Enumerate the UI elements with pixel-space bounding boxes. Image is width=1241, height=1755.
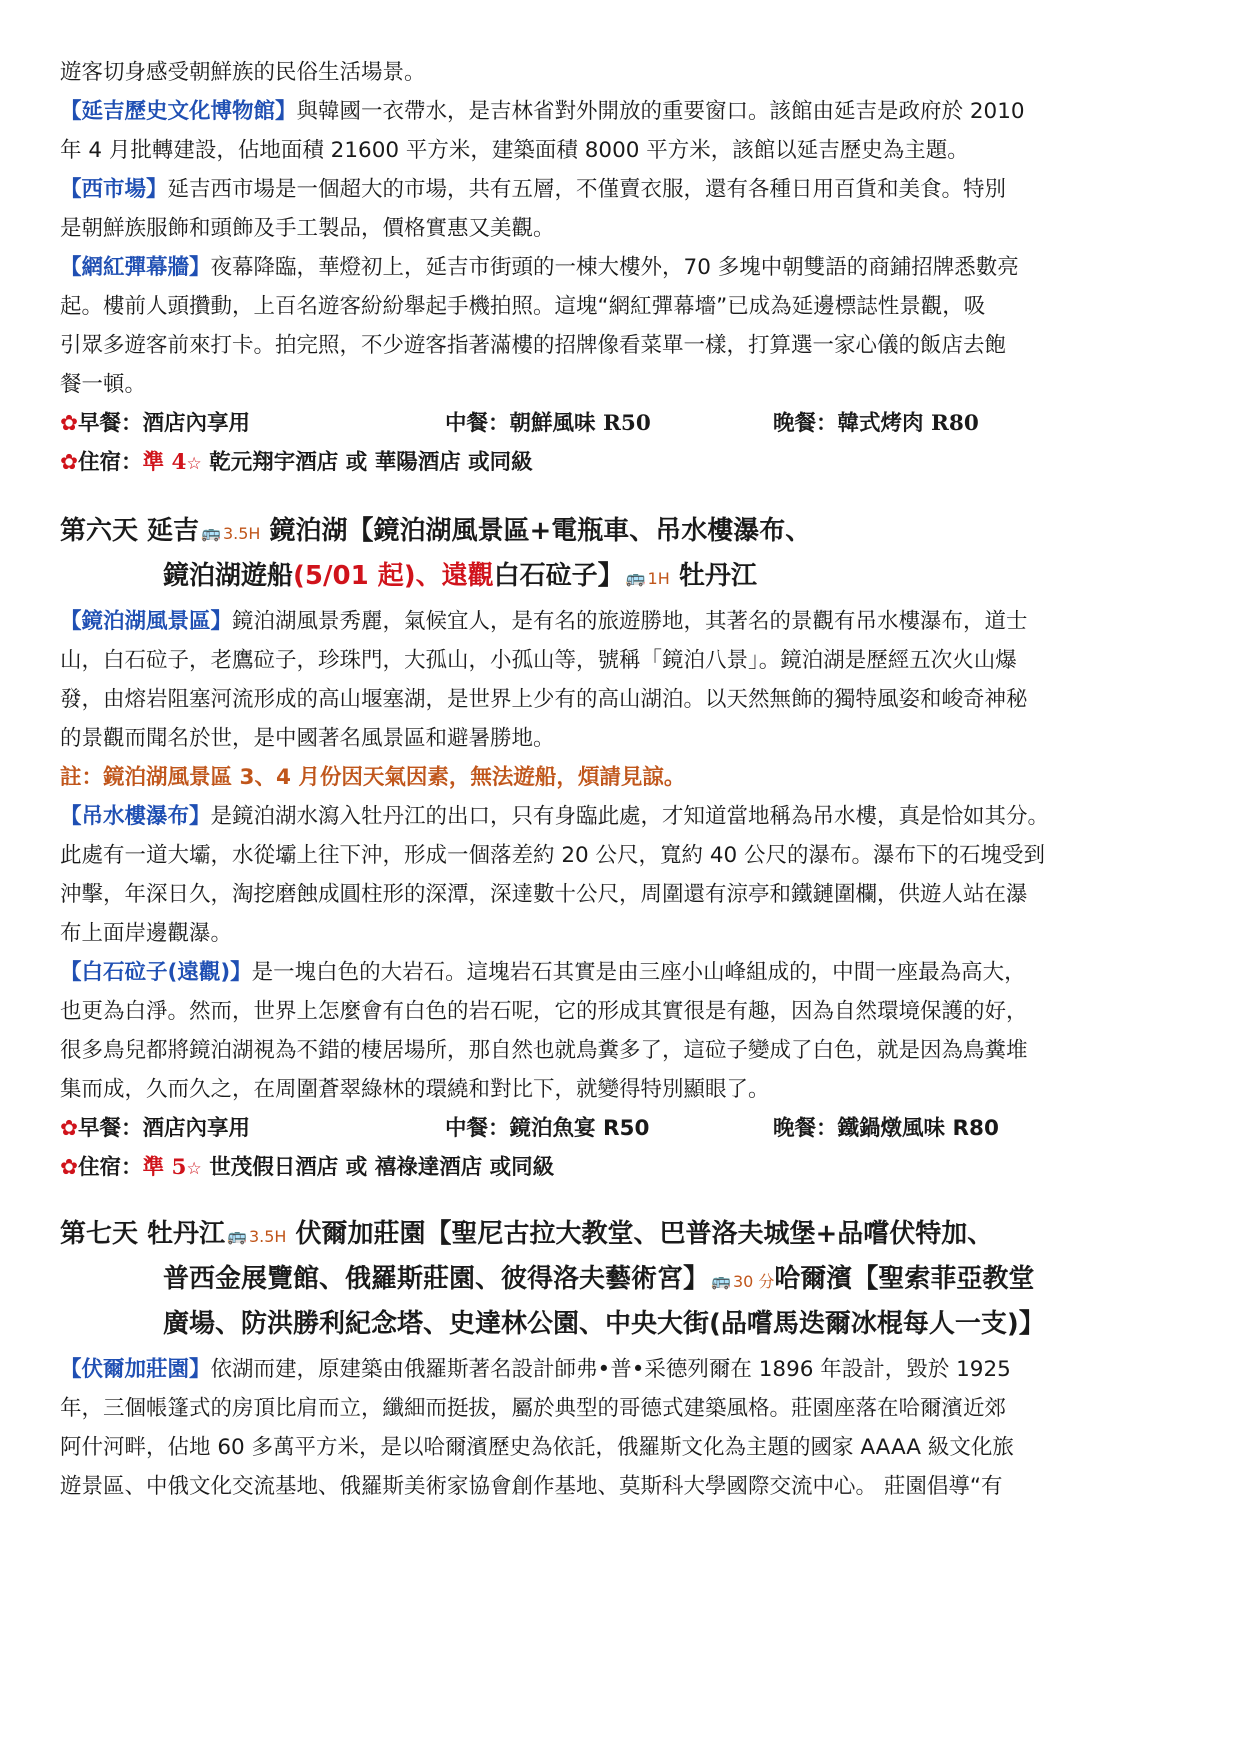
breakfast: 早餐：酒店內享用 [78, 411, 251, 436]
hotel-grade: 準 4 [142, 450, 187, 475]
paragraph-west-market-line2: 是朝鮮族服飾和頭飾及手工製品，價格實惠又美觀。 [60, 216, 555, 241]
paragraph-wall-line3: 引眾多遊客前來打卡。拍完照，不少遊客指著滿樓的招牌像看菜單一樣，打算選一家心儀的飯店去飽 [60, 333, 1007, 358]
star-icon: ☆ [186, 454, 202, 474]
day6-heading: 第六天 延吉 🚌 3.5H 鏡泊湖【鏡泊湖風景區+電瓶車、吊水樓瀑布、 [60, 513, 811, 552]
paragraph-yanji-museum-line2: 年 4 月批轉建設，佔地面積 21600 平方米，建築面積 8000 平方米，該館以延吉歷史為主題。 [60, 138, 969, 163]
keyword-west-market: 【西市場】 [60, 177, 168, 202]
breakfast: 早餐：酒店內享用 [78, 1116, 251, 1141]
lunch: 中餐：鏡泊魚宴 R50 [445, 1116, 650, 1141]
day5-meals [60, 409, 1190, 439]
bus-icon: 🚌 [711, 1271, 731, 1290]
paragraph-west-market: 【西市場】延吉西市場是一個超大的市場，共有五層，不僅賣衣服，還有各種日用百貨和美食。特別 [60, 177, 1007, 202]
dinner: 晚餐：鐵鍋燉風味 R80 [773, 1116, 999, 1141]
day6-hotel: ✿住宿：準 5☆ 世茂假日酒店 或 禧祿達酒店 或同級 [60, 1155, 555, 1180]
day7-heading-line3: 廣場、防洪勝利紀念塔、史達林公園、中央大街(品嚐馬迭爾冰棍每人一支)】 [163, 1309, 1045, 1339]
paragraph-baishi-line3: 很多鳥兒都將鏡泊湖視為不錯的棲居場所，那自然也就鳥糞多了，這砬子變成了白色，就是因為鳥糞堆 [60, 1038, 1028, 1063]
paragraph-volga-line3: 阿什河畔，佔地 60 多萬平方米，是以哈爾濱歷史為依託，俄羅斯文化為主題的國家 AAAA 級文化旅 [60, 1435, 1014, 1460]
paragraph-waterfall: 【吊水樓瀑布】是鏡泊湖水瀉入牡丹江的出口，只有身臨此處，才知道當地稱為吊水樓，真是恰如其分。 [60, 804, 1050, 829]
jingpo-note: 註：鏡泊湖風景區 3、4 月份因天氣因素，無法遊船，煩請見諒。 [60, 765, 686, 790]
day6-meals [60, 1114, 1190, 1144]
dinner: 晚餐：韓式烤肉 R80 [773, 411, 979, 436]
paragraph-waterfall-line4: 布上面岸邊觀瀑。 [60, 921, 233, 946]
keyword-wall: 【網紅彈幕牆】 [60, 255, 211, 280]
hotel-grade: 準 5 [142, 1155, 187, 1180]
paragraph-jingpo-line2: 山，白石砬子，老鷹砬子，珍珠門，大孤山，小孤山等，號稱「鏡泊八景」。鏡泊湖是歷經五次火山爆 [60, 648, 1017, 673]
lunch: 中餐：朝鮮風味 R50 [445, 411, 651, 436]
paragraph-baishi-line2: 也更為白淨。然而，世界上怎麼會有白色的岩石呢，它的形成其實很是有趣，因為自然環境保護的好， [60, 999, 1028, 1024]
keyword-waterfall: 【吊水樓瀑布】 [60, 804, 211, 829]
paragraph-wall: 【網紅彈幕牆】夜幕降臨，華燈初上，延吉市街頭的一棟大樓外，70 多塊中朝雙語的商鋪招牌悉數亮 [60, 255, 1019, 280]
paragraph-baishi-line4: 集而成，久而久之，在周圍蒼翠綠林的環繞和對比下，就變得特別顯眼了。 [60, 1077, 770, 1102]
day7-heading: 第七天 牡丹江 🚌 3.5H 伏爾加莊園【聖尼古拉大教堂、巴普洛夫城堡+品嚐伏特加、 [60, 1216, 993, 1255]
bus-icon: 🚌 [227, 1226, 247, 1245]
star-icon: ☆ [186, 1159, 202, 1179]
paragraph-volga: 【伏爾加莊園】依湖而建，原建築由俄羅斯著名設計師弗•普•采德列爾在 1896 年設計，毀於 1925 [60, 1357, 1011, 1382]
paragraph-volga-line4: 遊景區、中俄文化交流基地、俄羅斯美術家協會創作基地、莫斯科大學國際交流中心。 莊園倡導“有 [60, 1474, 1003, 1499]
flower-bullet-icon: ✿ [60, 1155, 79, 1180]
paragraph-waterfall-line2: 此處有一道大壩，水從壩上往下沖，形成一個落差約 20 公尺，寬約 40 公尺的瀑布。瀑布下的石塊受到 [60, 843, 1046, 868]
paragraph-volga-line2: 年，三個帳篷式的房頂比肩而立，纖細而挺拔，屬於典型的哥德式建築風格。莊園座落在哈爾濱近郊 [60, 1396, 1007, 1421]
day7-heading-line2: 普西金展覽館、俄羅斯莊園、彼得洛夫藝術宮】 🚌 30 分哈爾濱【聖索菲亞教堂 [163, 1261, 1034, 1300]
keyword-baishi: 【白石砬子(遠觀)】 [60, 960, 252, 985]
flower-bullet-icon: ✿ [60, 1116, 79, 1141]
paragraph-yanji-museum: 【延吉歷史文化博物館】與韓國一衣帶水，是吉林省對外開放的重要窗口。該館由延吉是政府於 2010 [60, 99, 1025, 124]
keyword-volga: 【伏爾加莊園】 [60, 1357, 211, 1382]
paragraph-jingpo-line3: 發，由熔岩阻塞河流形成的高山堰塞湖，是世界上少有的高山湖泊。以天然無飾的獨特風姿和峻奇神秘 [60, 687, 1028, 712]
day6-heading-line2: 鏡泊湖遊船(5/01 起)、遠觀白石砬子】 🚌 1H 牡丹江 [163, 558, 757, 597]
paragraph-wall-line2: 起。樓前人頭攢動，上百名遊客紛紛舉起手機拍照。這塊“網紅彈幕墻”已成為延邊標誌性景觀，吸 [60, 294, 986, 319]
flower-bullet-icon: ✿ [60, 450, 79, 475]
paragraph-wall-line4: 餐一頓。 [60, 372, 147, 397]
paragraph-intro-end: 遊客切身感受朝鮮族的民俗生活場景。 [60, 60, 426, 85]
keyword-jingpo: 【鏡泊湖風景區】 [60, 609, 233, 634]
flower-bullet-icon: ✿ [60, 411, 79, 436]
paragraph-jingpo-line4: 的景觀而聞名於世，是中國著名風景區和避暑勝地。 [60, 726, 555, 751]
paragraph-baishi: 【白石砬子(遠觀)】是一塊白色的大岩石。這塊岩石其實是由三座小山峰組成的，中間一座最為高大， [60, 960, 1026, 985]
paragraph-waterfall-line3: 沖擊，年深日久，淘挖磨蝕成圓柱形的深潭，深達數十公尺，周圍還有涼亭和鐵鏈圍欄，供遊人站在瀑 [60, 882, 1028, 907]
paragraph-jingpo: 【鏡泊湖風景區】鏡泊湖風景秀麗，氣候宜人，是有名的旅遊勝地，其著名的景觀有吊水樓瀑布，道士 [60, 609, 1028, 634]
keyword-yanji-museum: 【延吉歷史文化博物館】 [60, 99, 297, 124]
day5-hotel: ✿住宿：準 4☆ 乾元翔宇酒店 或 華陽酒店 或同級 [60, 450, 533, 475]
bus-icon: 🚌 [201, 523, 221, 542]
bus-icon: 🚌 [625, 568, 646, 587]
